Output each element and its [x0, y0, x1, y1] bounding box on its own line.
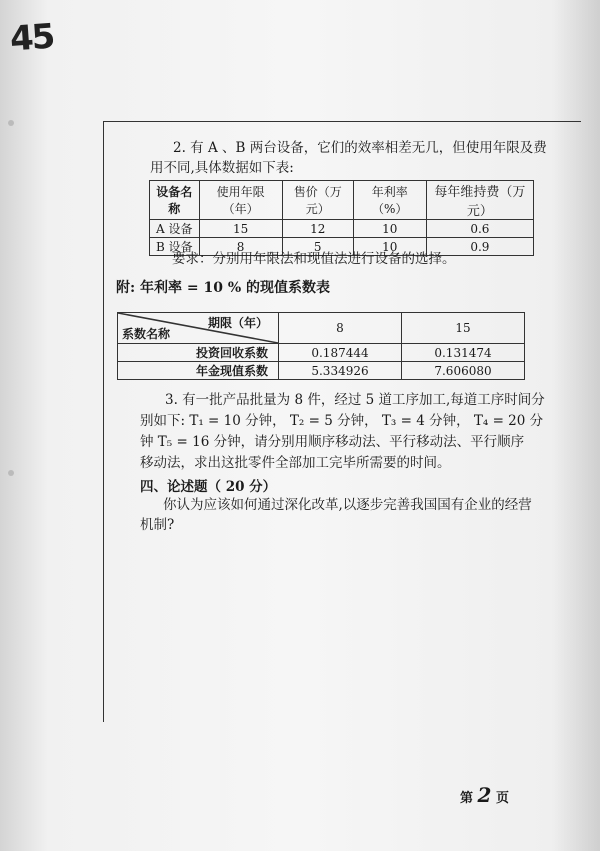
table-cell: 5.334926 [279, 362, 402, 380]
table-cell: 10 [353, 238, 426, 256]
page-number-value: 2 [477, 783, 492, 807]
section4-line1: 你认为应该如何通过深化改革,以逐步完善我国国有企业的经营 [163, 497, 532, 513]
q3-line1: 3. 有一批产品批量为 8 件，经过 5 道工序加工,每道工序时间分 [165, 392, 545, 408]
table-cell: B 设备 [150, 238, 200, 256]
handwritten-mark: 45 [8, 16, 55, 60]
q2-line1: 2. 有 A 、B 两台设备，它们的效率相差无几，但使用年限及费 [173, 140, 547, 156]
header-cell: 使用年限（年） [199, 181, 282, 220]
q2-requirement: 要求：分别用年限法和现值法进行设备的选择。 [172, 251, 456, 267]
header-cell: 设备名称 [150, 181, 200, 220]
header-cell: 每年维持费（万元） [426, 181, 533, 220]
table-cell: 15 [199, 220, 282, 238]
table-cell: 0.131474 [402, 344, 525, 362]
appendix-title: 附: 年利率 = 10 % 的现值系数表 [116, 280, 331, 296]
table-cell: 8 [199, 238, 282, 256]
table-cell: 0.9 [426, 238, 533, 256]
period-label: 期限（年） [207, 316, 268, 330]
table-cell: A 设备 [150, 220, 200, 238]
page-number-suffix: 页 [496, 791, 510, 806]
header-cell: 年利率（%） [353, 181, 426, 220]
period-cell: 15 [402, 313, 525, 344]
binding-hole [8, 470, 14, 476]
table-row [150, 220, 534, 238]
table-cell: 5 [282, 238, 353, 256]
binding-hole [8, 120, 14, 126]
page-number [460, 783, 509, 807]
q3-line3: 钟 T₅ = 16 分钟，请分别用顺序移动法、平行移动法、平行顺序 [140, 434, 525, 450]
coefficient-table [117, 312, 525, 380]
table-cell: 10 [353, 220, 426, 238]
diagonal-header-cell [118, 313, 279, 344]
period-cell: 8 [279, 313, 402, 344]
table-cell: 0.6 [426, 220, 533, 238]
q3-line4: 移动法，求出这批零件全部加工完毕所需要的时间。 [140, 455, 451, 471]
q2-line2: 用不同,具体数据如下表: [150, 160, 294, 176]
table-cell: 12 [282, 220, 353, 238]
row-label: 年金现值系数 [118, 362, 279, 380]
table-cell: 0.187444 [279, 344, 402, 362]
section4-line2: 机制? [140, 517, 175, 533]
header-cell: 售价（万元） [282, 181, 353, 220]
q3-line2: 别如下: T₁ = 10 分钟， T₂ = 5 分钟， T₃ = 4 分钟， T₄ = 20 分 [140, 413, 544, 429]
section4-title: 四、论述题（ 20 分） [140, 479, 277, 495]
table-row [118, 344, 525, 362]
row-label: 投资回收系数 [118, 344, 279, 362]
table-row [118, 362, 525, 380]
table-cell: 7.606080 [402, 362, 525, 380]
page-number-prefix: 第 [460, 791, 474, 806]
table-header-row [150, 181, 534, 220]
coefficient-name-label: 系数名称 [122, 327, 171, 341]
table-header-row [118, 313, 525, 344]
equipment-table [149, 180, 534, 256]
